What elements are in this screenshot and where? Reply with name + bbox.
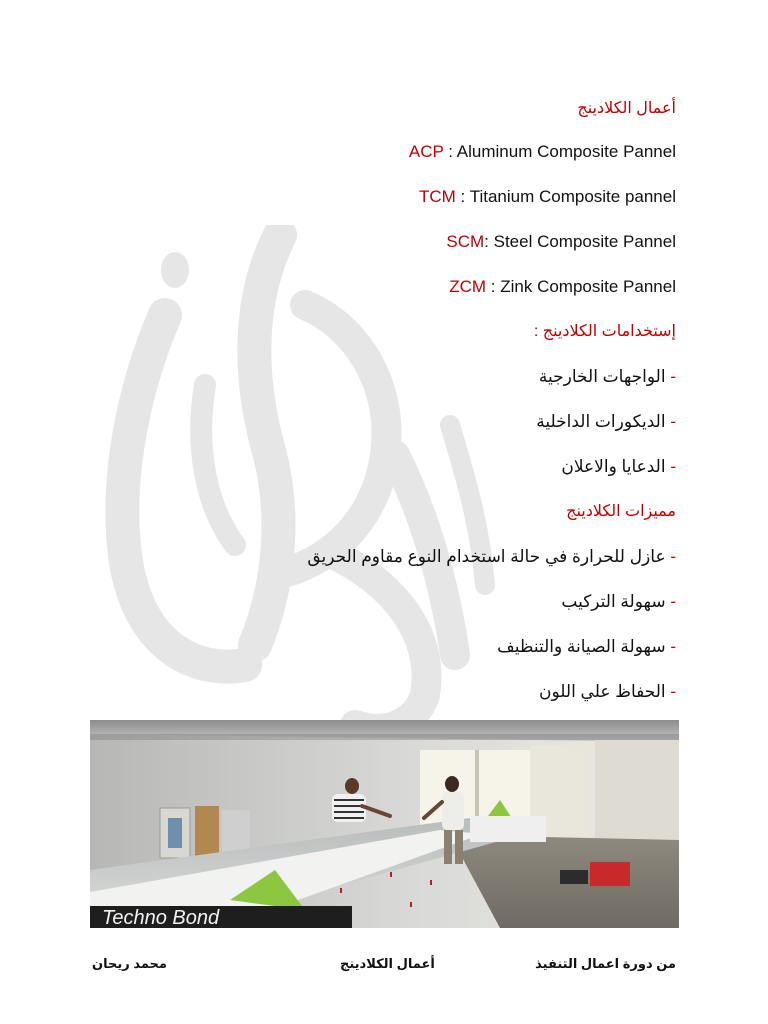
workshop-photo [90, 720, 679, 928]
list-item [536, 411, 676, 433]
type-row-tcm [419, 186, 676, 208]
type-row-scm [446, 231, 676, 253]
bullet: - [670, 412, 676, 431]
list-item-text: الحفاظ علي اللون [539, 682, 666, 701]
uses-heading: إستخدامات الكلادينج : [533, 323, 676, 340]
list-item [497, 636, 676, 658]
section-title: أعمال الكلادينج [577, 100, 676, 117]
list-item-text: سهولة التركيب [561, 592, 666, 611]
list-item [561, 591, 676, 613]
list-item [539, 366, 676, 388]
footer-author: محمد ريحان [92, 956, 167, 971]
type-row-acp [409, 141, 676, 163]
bullet: - [670, 592, 676, 611]
type-abbr: ACP [408, 142, 444, 161]
type-description: Steel Composite Pannel [493, 232, 676, 251]
list-item-text: الدعايا والاعلان [561, 457, 666, 476]
type-row-zcm [449, 276, 676, 298]
type-separator: : [443, 142, 457, 161]
type-separator: : [486, 277, 501, 296]
type-description: Titanium Composite pannel [469, 187, 676, 206]
type-description: Aluminum Composite Pannel [456, 142, 676, 161]
panel-brand-text: Techno Bond [102, 907, 220, 928]
bullet: - [670, 637, 676, 656]
list-item-text: سهولة الصيانة والتنظيف [497, 637, 666, 656]
list-item [307, 546, 676, 568]
type-description: Zink Composite Pannel [500, 277, 676, 296]
list-item-text: الديكورات الداخلية [536, 412, 666, 431]
bullet: - [670, 457, 676, 476]
footer-title: أعمال الكلادينج [340, 956, 435, 971]
footer-course: من دورة اعمال التنفيذ [535, 956, 676, 971]
bullet: - [670, 367, 676, 386]
list-item [561, 456, 676, 478]
bullet: - [670, 547, 676, 566]
features-heading: مميزات الكلادينج [566, 503, 676, 520]
bullet: - [670, 682, 676, 701]
type-abbr: ZCM [449, 277, 487, 296]
list-item-text: عازل للحرارة في حالة استخدام النوع مقاوم الحريق [307, 547, 666, 566]
type-separator: : [455, 187, 470, 206]
list-item [539, 681, 676, 703]
workshop-photo-illustration [90, 720, 679, 928]
type-abbr: TCM [418, 187, 456, 206]
type-abbr: SCM [446, 232, 485, 251]
type-separator: : [484, 232, 494, 251]
list-item-text: الواجهات الخارجية [538, 367, 666, 386]
